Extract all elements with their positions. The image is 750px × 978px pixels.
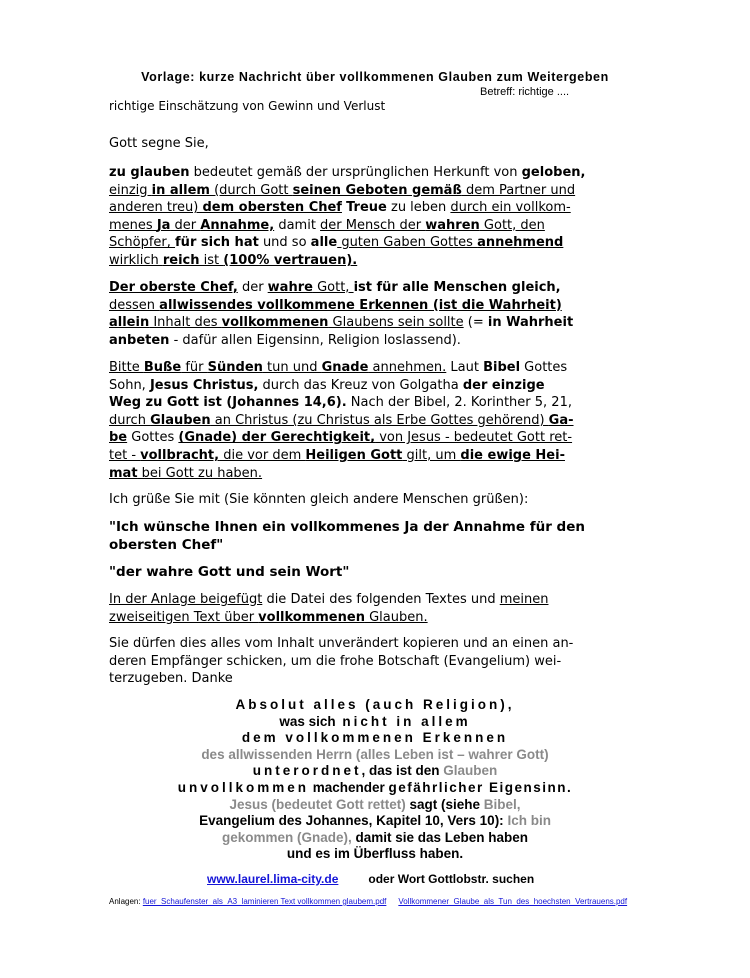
poem-line: unvollkommen machender gefährlicher Eigensinn. [177,779,573,795]
greeting: Gott segne Sie, [109,136,209,151]
poem-line: dem vollkommenen Erkennen [241,730,509,746]
paragraph-busse: Bitte Buße für Sünden tun und Gnade annehmen. Laut Bibel Gottes Sohn, Jesus Christus, durch das Kreuz von Golgatha der einzige Weg zu Gott ist (Johannes 14,6). Nach der Bibel, 2. Korinther 5, 21, durch Glauben an Christus (zu Christus als Erbe Gottes gehörend) Ga- be Gottes (Gnade) der Gerechtigkeit, von Jesus - bedeutet Gott ret- tet - vollbracht, die vor dem Heiligen Gott gilt, um die ewige Hei- mat bei Gott zu haben. [109,360,574,481]
poem-line: Absolut alles (auch Religion), [235,697,515,712]
attachments-label: Anlagen: [109,897,143,906]
paragraph-anlage: In der Anlage beigefügt die Datei des folgenden Textes und meinen zweiseitigen Text über vollkommenen Glauben. [109,592,549,625]
poem-line: und es im Überfluss haben. [286,846,464,862]
attachment-link-2[interactable]: Vollkommener_Glaube_als_Tun_des_hoechsten_Vertrauens.pdf [398,897,628,906]
poem-line: gekommen (Gnade), damit sie das Leben haben [221,829,529,845]
poem-line: des allwissenden Herrn (alles Leben ist – wahrer Gott) [201,746,549,762]
poem-line: Jesus (bedeutet Gott rettet) sagt (siehe Bibel, [229,796,521,812]
attachment-link-1[interactable]: fuer_Schaufenster_als_A3_laminieren Text vollkommen glaubem.pdf [142,897,387,906]
poem-line: Evangelium des Johannes, Kapitel 10, Vers 10): Ich bin [199,813,551,829]
footer-search-hint: oder Wort Gottlobstr. suchen [368,872,535,886]
attachments-line [109,897,627,906]
document-title: Vorlage: kurze Nachricht über vollkommenen Glauben zum Weitergeben [141,70,609,84]
topic-line: richtige Einschätzung von Gewinn und Verlust [109,99,386,113]
poem-line: unterordnet, das ist den Glauben [252,763,498,779]
website-link[interactable]: www.laurel.lima-city.de [207,872,339,886]
footer-line [207,872,534,886]
poem-line: was sich nicht in allem [279,713,471,729]
quote-wahre-gott: "der wahre Gott und sein Wort" [109,564,350,580]
quote-ja-der-annahme: "Ich wünsche Ihnen ein vollkommenes Ja der Annahme für den obersten Chef" [109,519,585,553]
paragraph-gruss: Ich grüße Sie mit (Sie könnten gleich andere Menschen grüßen): [109,492,529,507]
paragraph-oberste-chef: Der oberste Chef, der wahre Gott, ist für alle Menschen gleich, dessen allwissendes vollkommene Erkennen (ist die Wahrheit) allein Inhalt des vollkommenen Glaubens sein sollte (= in Wahrheit anbeten - dafür allen Eigensinn, Religion loslassend). [109,280,574,348]
paragraph-glauben: zu glauben bedeutet gemäß der ursprünglichen Herkunft von geloben, einzig in allem (durch Gott seinen Geboten gemäß dem Partner und anderen treu) dem obersten Chef Treue zu leben durch ein vollkom- menes Ja der Annahme, damit der Mensch der wahren Gott, den Schöpfer, für sich hat und so alle guten Gaben Gottes annehmend wirklich reich ist (100% vertrauen). [109,165,586,268]
paragraph-kopieren: Sie dürfen dies alles vom Inhalt unverändert kopieren und an einen an- deren Empfänger schicken, um die frohe Botschaft (Evangelium) wei- terzugeben. Danke [109,636,574,687]
poem-block [0,697,750,863]
subject-line: Betreff: richtige .... [480,86,570,98]
